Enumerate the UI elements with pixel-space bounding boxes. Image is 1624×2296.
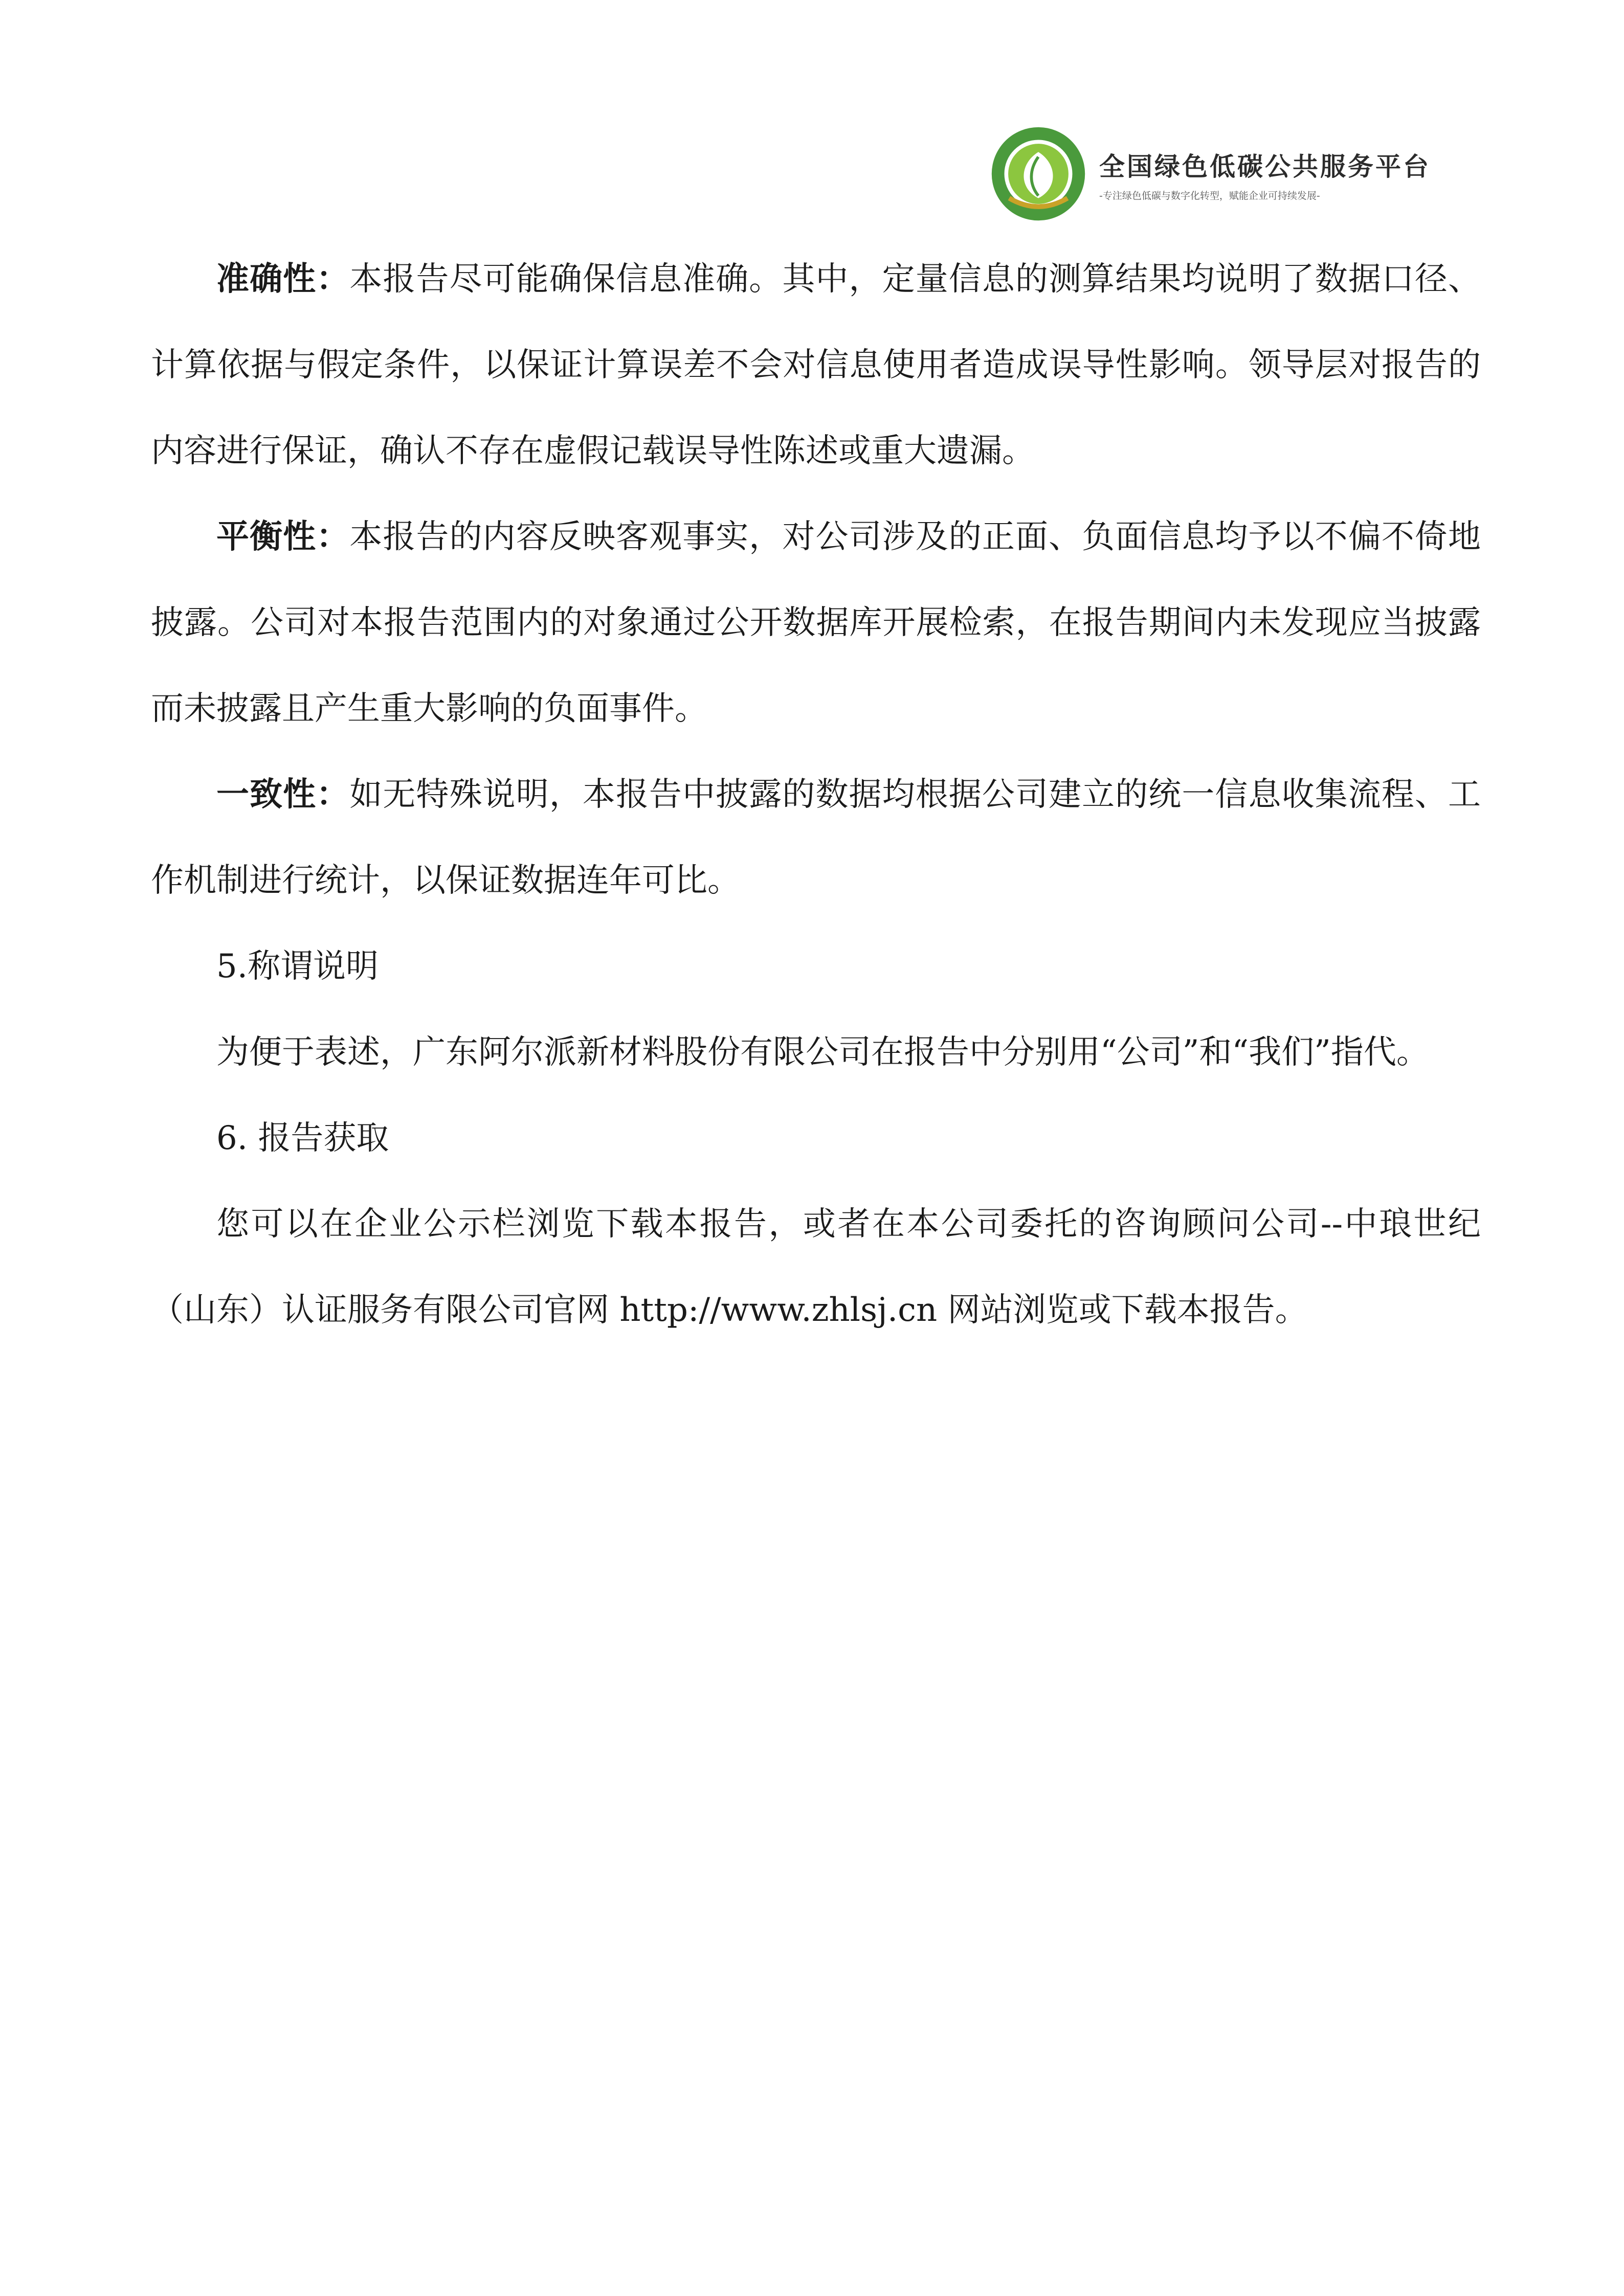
- platform-logo-icon: [990, 125, 1087, 222]
- platform-slogan: -专注绿色低碳与数字化转型，赋能企业可持续发展-: [1099, 190, 1320, 201]
- paragraph-accuracy: [151, 236, 1481, 494]
- platform-header: [990, 123, 1481, 225]
- paragraph-access: 您可以在企业公示栏浏览下载本报告，或者在本公司委托的咨询顾问公司--中琅世纪（山东）认证服务有限公司官网 http://www.zhlsj.cn 网站浏览或下载本报告。: [151, 1205, 1481, 1329]
- section-heading-naming: 5.称谓说明: [216, 948, 379, 985]
- platform-name: 全国绿色低碳公共服务平台: [1099, 151, 1431, 182]
- paragraph-consistency: [151, 752, 1481, 924]
- label-balance: 平衡性：: [216, 517, 350, 556]
- label-consistency: 一致性：: [216, 775, 350, 814]
- text-balance: 本报告的内容反映客观事实，对公司涉及的正面、负面信息均予以不偏不倚地披露。公司对本报告范围内的对象通过公开数据库开展检索，在报告期间内未发现应当披露而未披露且产生重大影响的负面事件。: [151, 518, 1481, 728]
- paragraph-balance: [151, 494, 1481, 752]
- label-accuracy: 准确性：: [216, 260, 350, 298]
- text-accuracy: 本报告尽可能确保信息准确。其中，定量信息的测算结果均说明了数据口径、计算依据与假定条件，以保证计算误差不会对信息使用者造成误导性影响。领导层对报告的内容进行保证，确认不存在虚假记载误导性陈述或重大遗漏。: [151, 260, 1481, 470]
- section-heading-access: 6. 报告获取: [216, 1119, 389, 1157]
- report-body: [151, 236, 1481, 1353]
- paragraph-naming: 为便于表述，广东阿尔派新材料股份有限公司在报告中分别用“公司”和“我们”指代。: [216, 1033, 1429, 1071]
- text-consistency: 如无特殊说明，本报告中披露的数据均根据公司建立的统一信息收集流程、工作机制进行统计，以保证数据连年可比。: [151, 776, 1481, 899]
